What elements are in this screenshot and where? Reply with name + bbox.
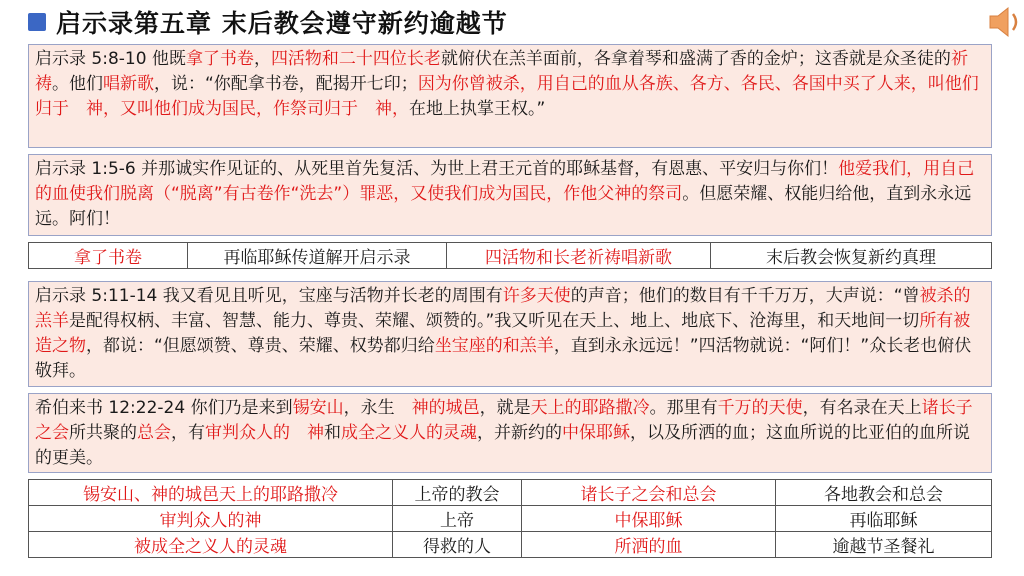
highlighted-text: 审判众人的 神 [205,423,324,443]
highlighted-text: 因为你曾被杀，用自己的血从各族、各方、各民、各国中买了人来，叫他们归于 神，又叫他们成为国民，作祭司归于 神， [35,74,979,119]
table-cell: 审判众人的神 [29,506,393,532]
verse-segment: 启示录 5:8-10 他既 [35,49,186,69]
verse-segment: ，永生 [343,398,412,418]
highlighted-text: 他爱我们，用自己的血使我们脱离（“脱离”有古卷作“洗去”）罪恶，又使我们成为国民，作他父神的祭司 [35,159,975,204]
verse-segment: 启示录 1:5-6 并那诚实作见证的、从死里首先复活、为世上君王元首的耶稣基督，有恩惠、平安归与你们！ [35,159,839,179]
verse-segment: 的声音；他们的数目有千千万万，大声说：“曾 [570,286,920,306]
verse-segment: ，以及所洒的血；这血所说的比亚伯的血所说的更美。 [35,423,970,468]
highlighted-text: 诸长子之会 [35,398,973,443]
highlighted-text: 四活物和二十四位长老 [270,49,441,69]
table-cell: 再临耶稣 [776,506,992,532]
highlighted-text: 祈祷 [35,49,968,94]
verse-segment: 在地上执掌王权。” [409,99,546,119]
verse-segment: ，直到永永远远！”四活物就说：“阿们！”众长老也俯伏敬拜。 [35,336,972,381]
table-cell: 逾越节圣餐礼 [776,532,992,558]
table-cell: 四活物和长老祈祷唱新歌 [447,243,711,269]
verse-segment: 。但愿荣耀、权能归给他，直到永永远远。阿们！ [35,184,972,229]
verse-segment: ，说：“你配拿书卷，配揭开七印； [154,74,418,94]
highlighted-text: 总会 [137,423,171,443]
highlighted-text: 成全之义人的灵魂 [341,423,477,443]
table-cell: 末后教会恢复新约真理 [711,243,992,269]
verse-segment: 。那里有 [649,398,718,418]
verse-text [35,286,971,381]
highlighted-text: 锡安山 [292,398,344,418]
verse-segment: 所共聚的 [69,423,137,443]
table-row [29,243,992,269]
highlighted-text: 中保耶稣 [562,423,630,443]
highlighted-text: 所有被造之物 [35,311,971,356]
table-cell: 得救的人 [393,532,522,558]
table-cell: 中保耶稣 [522,506,776,532]
highlighted-text: 唱新歌 [103,74,154,94]
table-cell: 诸长子之会和总会 [522,480,776,506]
table-row [29,506,992,532]
summary-table-1 [28,242,992,269]
table-cell: 锡安山、神的城邑天上的耶路撒冷 [29,480,393,506]
table-cell: 拿了书卷 [29,243,188,269]
verse-segment: ，并新约的 [477,423,562,443]
verse-segment: 希伯来书 12:22-24 你们乃是来到 [35,398,293,418]
square-bullet-icon [28,13,46,31]
verse-text [35,398,973,468]
verse-box-rev-5-8 [28,44,992,148]
table-row [29,532,992,558]
table-cell: 被成全之义人的灵魂 [29,532,393,558]
verse-segment: ，都说：“但愿颂赞、尊贵、荣耀、权势都归给 [86,336,435,356]
verse-text [35,49,979,119]
verse-text [35,159,974,229]
table-row [29,480,992,506]
table-cell: 上帝的教会 [393,480,522,506]
table-cell: 所洒的血 [522,532,776,558]
highlighted-text: 许多天使 [502,286,571,306]
table-cell: 上帝 [393,506,522,532]
verse-segment: 就俯伏在羔羊面前，各拿着琴和盛满了香的金炉；这香就是众圣徒的 [440,49,951,69]
verse-box-rev-5-11 [28,281,992,387]
summary-table-2 [28,479,992,558]
table-cell: 各地教会和总会 [776,480,992,506]
slide-title-bar [28,6,508,38]
highlighted-text: 被杀的羔羊 [35,286,971,331]
verse-segment: ，有 [171,423,205,443]
table-cell: 再临耶稣传道解开启示录 [188,243,447,269]
speaker-icon[interactable] [986,4,1024,40]
verse-box-heb-12-22 [28,393,992,473]
highlighted-text: 千万的天使 [717,398,803,418]
verse-segment: 和 [324,423,341,443]
verse-segment: ，有名录在天上 [802,398,922,418]
verse-segment: ，就是 [479,398,531,418]
highlighted-text: 天上的耶路撒冷 [530,398,650,418]
verse-segment: ， [253,49,271,69]
highlighted-text: 神的城邑 [411,398,480,418]
highlighted-text: 拿了书卷 [185,49,254,69]
verse-box-rev-1-5 [28,154,992,236]
slide-title: 启示录第五章 末后教会遵守新约逾越节 [56,9,508,38]
verse-segment: 启示录 5:11-14 我又看见且听见，宝座与活物并长老的周围有 [35,286,503,306]
verse-segment: 。他们 [52,74,103,94]
verse-segment: 是配得权柄、丰富、智慧、能力、尊贵、荣耀、颂赞的。”我又听见在天上、地上、地底下、沧海里，和天地间一切 [69,311,920,331]
highlighted-text: 坐宝座的和羔羊 [434,336,554,356]
